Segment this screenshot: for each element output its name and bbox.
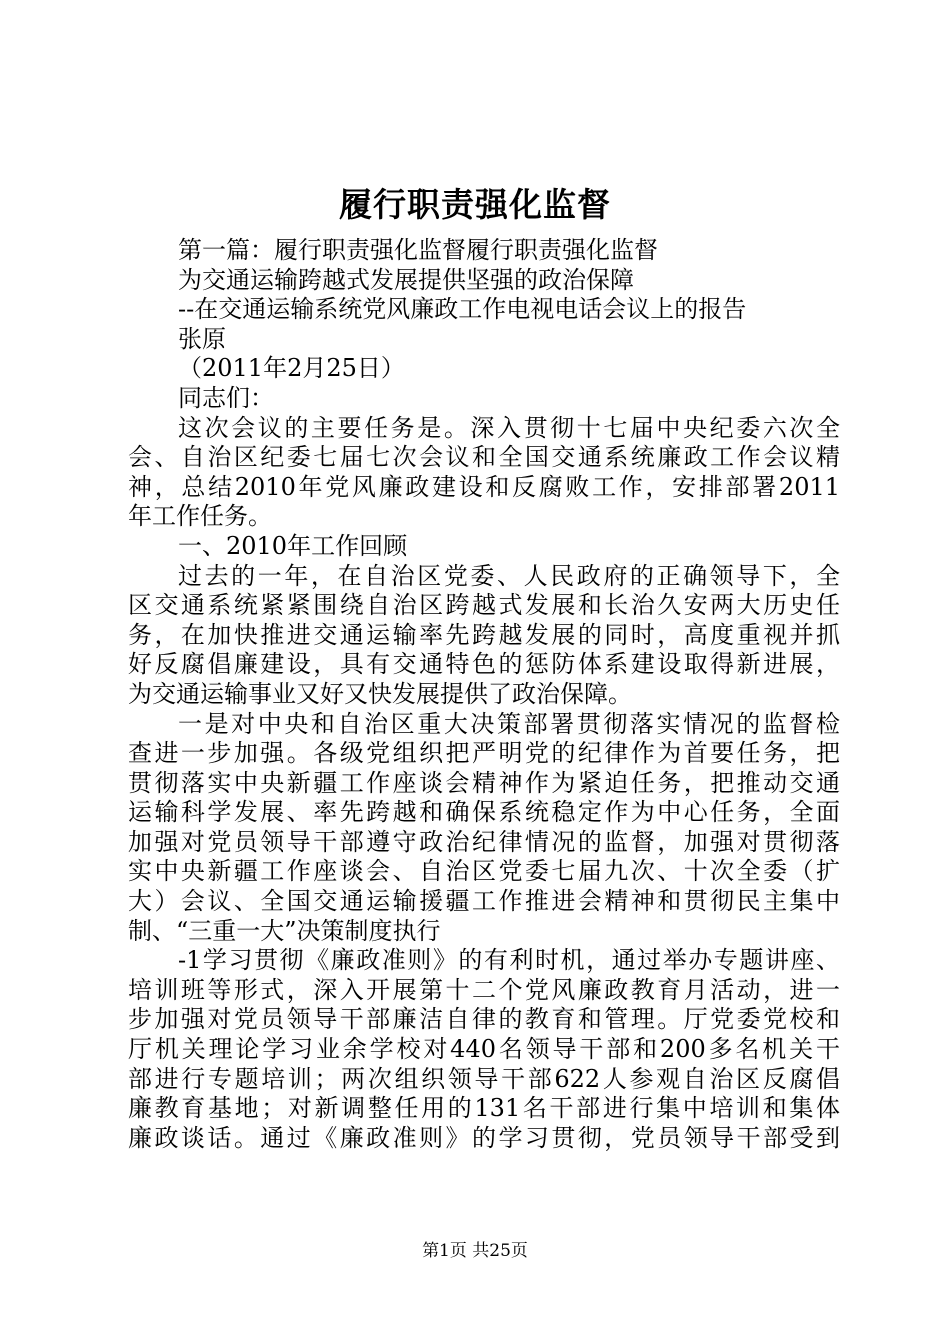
body-text-line: 实中央新疆工作座谈会、自治区党委七届九次、十次全委（扩 — [128, 857, 840, 886]
body-text-line: 制、“三重一大”决策制度执行 — [128, 916, 441, 945]
body-text-line: 廉教育基地；对新调整任用的131名干部进行集中培训和集体 — [128, 1094, 840, 1123]
body-text-line: 厅机关理论学习业余学校对440名领导干部和200多名机关干 — [128, 1035, 840, 1064]
body-text-line: 年工作任务。 — [128, 502, 272, 531]
body-text-line: 廉政谈话。通过《廉政准则》的学习贯彻，党员领导干部受到 — [128, 1123, 840, 1152]
body-text-line: 查进一步加强。各级党组织把严明党的纪律作为首要任务，把 — [128, 739, 840, 768]
body-text-line: 过去的一年，在自治区党委、人民政府的正确领导下，全 — [178, 561, 840, 590]
page-number-footer: 第1页 共25页 — [422, 1241, 528, 1261]
document-title: 履行职责强化监督 — [339, 185, 611, 224]
body-text-line: 这次会议的主要任务是。深入贯彻十七届中央纪委六次全 — [178, 413, 840, 442]
body-text-line: 张原 — [178, 324, 226, 353]
body-text-line: 区交通系统紧紧围绕自治区跨越式发展和长治久安两大历史任 — [128, 591, 840, 620]
body-text-line: 第一篇：履行职责强化监督履行职责强化监督 — [178, 236, 658, 264]
body-text-line: （2011年2月25日） — [178, 354, 405, 383]
body-text-line: 务，在加快推进交通运输率先跨越发展的同时，高度重视并抓 — [128, 620, 840, 649]
body-text-line: 一、2010年工作回顾 — [178, 531, 408, 560]
body-text-line: 神，总结2010年党风廉政建设和反腐败工作，安排部署2011 — [128, 472, 840, 501]
body-text-line: 步加强对党员领导干部廉洁自律的教育和管理。厅党委党校和 — [128, 1005, 840, 1034]
body-text-line: 会、自治区纪委七届七次会议和全国交通系统廉政工作会议精 — [128, 443, 840, 472]
body-text-line: 运输科学发展、率先跨越和确保系统稳定作为中心任务，全面 — [128, 798, 840, 827]
body-text-line: 培训班等形式，深入开展第十二个党风廉政教育月活动，进一 — [128, 975, 840, 1004]
document-body — [128, 236, 840, 1153]
body-text-line: 为交通运输跨越式发展提供坚强的政治保障 — [178, 265, 634, 294]
body-text-line: -1学习贯彻《廉政准则》的有利时机，通过举办专题讲座、 — [178, 946, 840, 975]
body-text-line: 加强对党员领导干部遵守政治纪律情况的监督，加强对贯彻落 — [128, 827, 840, 856]
body-text-line: 为交通运输事业又好又快发展提供了政治保障。 — [128, 679, 632, 708]
body-text-line: 好反腐倡廉建设，具有交通特色的惩防体系建设取得新进展， — [128, 650, 840, 679]
body-text-line: --在交通运输系统党风廉政工作电视电话会议上的报告 — [178, 295, 747, 324]
body-text-line: 贯彻落实中央新疆工作座谈会精神作为紧迫任务，把推动交通 — [128, 768, 840, 797]
body-text-line: 同志们： — [178, 383, 274, 412]
body-text-line: 大）会议、全国交通运输援疆工作推进会精神和贯彻民主集中 — [128, 887, 840, 916]
body-text-line: 部进行专题培训；两次组织领导干部622人参观自治区反腐倡 — [128, 1064, 840, 1093]
body-text-line: 一是对中央和自治区重大决策部署贯彻落实情况的监督检 — [178, 709, 840, 738]
